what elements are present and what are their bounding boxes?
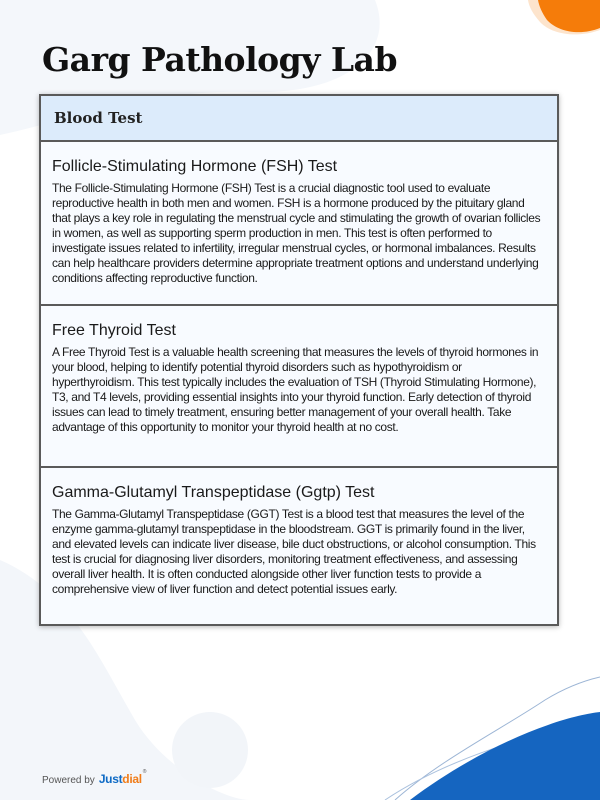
test-item (41, 142, 557, 304)
test-item (41, 466, 557, 624)
test-name: Gamma-Glutamyl Transpeptidase (Ggtp) Test (52, 484, 375, 501)
test-description: The Gamma-Glutamyl Transpeptidase (GGT) Test is a blood test that measures the level of the enzyme gamma-glutamyl transpeptidase in the bloodstream. GGT is primarily found in the liver, and elevated levels can indicate liver disease, bile duct obstructions, or alcohol consumption. This test is crucial for diagnosing liver disorders, monitoring treatment effectiveness, and assessing overall liver health. It is often conducted alongside other liver function tests to provide a comprehensive view of liver function and detect potential issues early. (52, 507, 536, 596)
test-name: Follicle-Stimulating Hormone (FSH) Test (52, 158, 338, 175)
test-description: The Follicle-Stimulating Hormone (FSH) Test is a crucial diagnostic tool used to evaluate reproductive health in both men and women. FSH is a hormone produced by the pituitary gland that plays a key role in regulating the menstrual cycle and stimulating the growth of ovarian follicles in women, as well as supporting sperm production in men. This test is often performed to investigate issues related to infertility, irregular menstrual cycles, or hormonal imbalances. Results can help healthcare providers determine appropriate treatment options and understand underlying conditions affecting reproductive function. (52, 181, 541, 285)
test-item (41, 304, 557, 466)
footer (42, 769, 147, 786)
page-title: Garg Pathology Lab (42, 40, 398, 79)
test-description: A Free Thyroid Test is a valuable health screening that measures the levels of thyroid hormones in your blood, helping to identify potential thyroid disorders such as hypothyroidism or hyperthyroidism. This test typically includes the evaluation of TSH (Thyroid Stimulating Hormone), T3, and T4 levels, providing essential insights into your thyroid function. Early detection of thyroid issues can lead to timely treatment, ensuring better management of your overall health. Take advantage of this opportunity to monitor your thyroid health at no cost. (52, 345, 539, 434)
test-card (39, 94, 559, 626)
card-header (41, 96, 557, 142)
logo-text-just: Just (98, 772, 123, 786)
registered-mark: ® (142, 769, 147, 775)
logo-text-dial: dial (122, 772, 142, 786)
test-name: Free Thyroid Test (52, 322, 176, 339)
justdial-logo[interactable] (98, 769, 147, 786)
powered-by-text: Powered by (42, 775, 95, 786)
bg-circle (172, 712, 248, 788)
section-heading: Blood Test (54, 109, 143, 127)
